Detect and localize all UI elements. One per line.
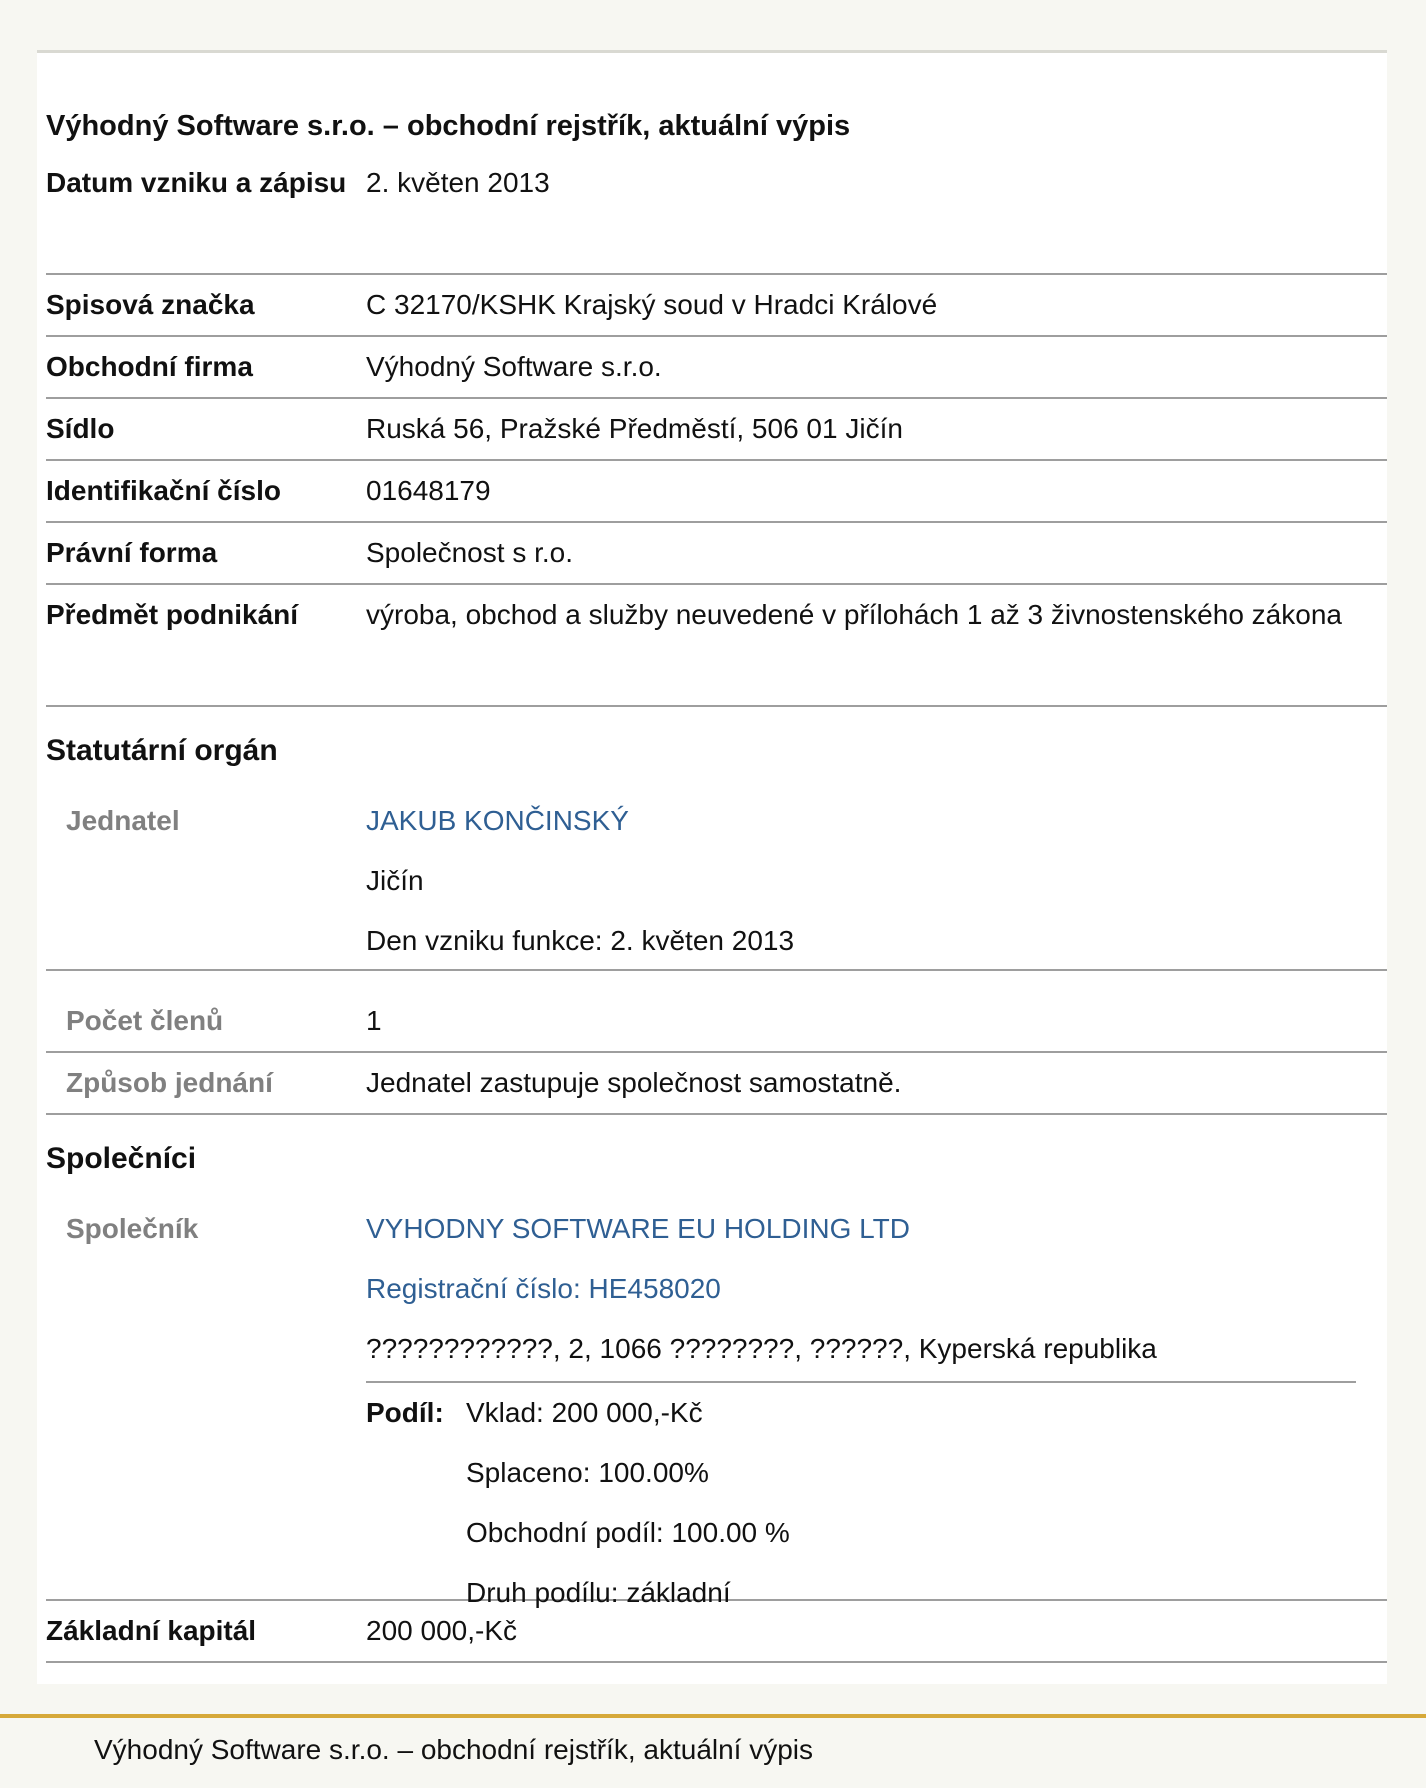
share-splaceno: Splaceno: 100.00%	[466, 1457, 709, 1488]
sub-value: 1	[366, 1005, 382, 1036]
row-label: Sídlo	[46, 413, 115, 444]
row-spolecnik	[46, 1199, 1387, 1608]
jednatel-since: Den vzniku funkce: 2. květen 2013	[366, 925, 795, 956]
jednatel-name-link[interactable]: JAKUB KONČINSKÝ	[366, 805, 629, 836]
row-zpusob-jednani	[46, 1053, 1387, 1115]
page-title: Výhodný Software s.r.o. – obchodní rejstřík, aktuální výpis	[46, 110, 851, 142]
row-datum-vzniku	[46, 153, 1387, 275]
sub-value: Jednatel zastupuje společnost samostatně.	[366, 1067, 902, 1098]
row-label: Datum vzniku a zápisu	[46, 167, 347, 198]
row-label: Právní forma	[46, 537, 218, 568]
row-label: Předmět podnikání	[46, 599, 299, 630]
sub-label: Společník	[66, 1213, 199, 1244]
row-value: 01648179	[366, 475, 491, 506]
registry-card	[37, 50, 1387, 1684]
row-label: Základní kapitál	[46, 1615, 257, 1646]
row-zakladni-kapital	[46, 1601, 1387, 1663]
spolecnik-name-link[interactable]: VYHODNY SOFTWARE EU HOLDING LTD	[366, 1213, 910, 1244]
jednatel-city: Jičín	[366, 865, 424, 896]
row-value: 2. květen 2013	[366, 167, 550, 198]
row-value: C 32170/KSHK Krajský soud v Hradci Králové	[366, 289, 938, 320]
row-pravni-forma	[46, 523, 1387, 585]
row-predmet-podnikani	[46, 585, 1387, 707]
row-identifikacni-cislo	[46, 461, 1387, 523]
row-label: Identifikační číslo	[46, 475, 281, 506]
sub-label: Způsob jednání	[66, 1067, 273, 1098]
share-vklad: Vklad: 200 000,-Kč	[466, 1397, 703, 1428]
row-value: Výhodný Software s.r.o.	[366, 351, 662, 382]
section-spolecnici: Společníci	[46, 1142, 197, 1175]
row-label: Spisová značka	[46, 289, 255, 320]
row-value: výroba, obchod a služby neuvedené v přílohách 1 až 3 živnostenského zákona	[366, 599, 1342, 630]
sub-label: Jednatel	[66, 805, 180, 836]
row-pocet-clenu	[46, 971, 1387, 1053]
row-spisova-znacka	[46, 275, 1387, 337]
share-label: Podíl:	[366, 1397, 444, 1428]
share-obchodni-podil: Obchodní podíl: 100.00 %	[466, 1517, 790, 1548]
spolecnik-reg-link[interactable]: Registrační číslo: HE458020	[366, 1273, 721, 1304]
share-block	[366, 1381, 1356, 1623]
footer-title: Výhodný Software s.r.o. – obchodní rejstřík, aktuální výpis	[0, 1714, 1426, 1788]
share-values	[466, 1383, 1356, 1623]
jednatel-details	[366, 791, 1387, 969]
row-sidlo	[46, 399, 1387, 461]
share-druh: Druh podílu: základní	[466, 1577, 731, 1608]
spolecnik-address: ????????????, 2, 1066 ????????, ??????, Kyperská republika	[366, 1333, 1157, 1364]
row-value: 200 000,-Kč	[366, 1615, 517, 1646]
section-statutarni-organ: Statutární orgán	[46, 734, 278, 767]
row-jednatel	[46, 791, 1387, 971]
row-label: Obchodní firma	[46, 351, 253, 382]
sub-label: Počet členů	[66, 1005, 224, 1036]
row-value: Ruská 56, Pražské Předměstí, 506 01 Jičín	[366, 413, 903, 444]
spolecnik-details	[366, 1199, 1387, 1608]
row-obchodni-firma	[46, 337, 1387, 399]
row-value: Společnost s r.o.	[366, 537, 574, 568]
